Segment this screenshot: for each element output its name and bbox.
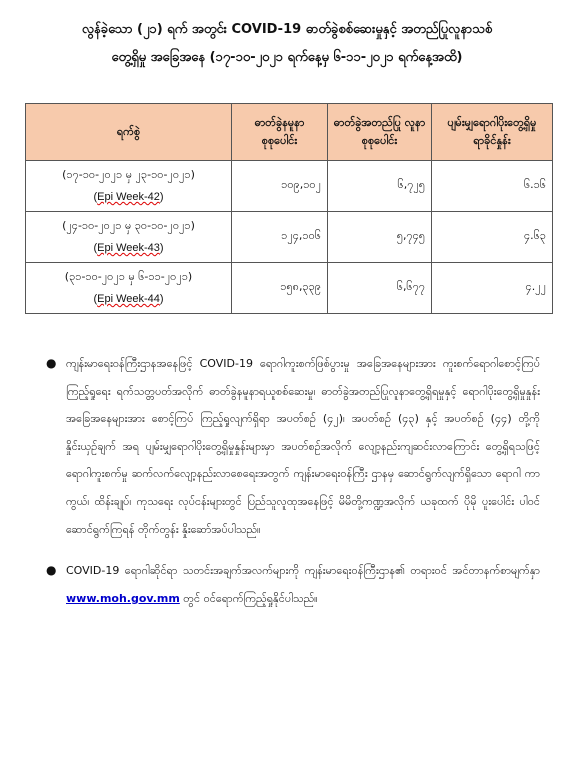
table-row bbox=[26, 161, 553, 212]
table-header-row bbox=[26, 104, 553, 161]
title-line-1: လွန်ခဲ့သော (၂၁) ရက် အတွင်း COVID-19 ဓာတ်ခွဲစစ်ဆေးမှုနှင့် အတည်ပြုလူနာသစ် bbox=[81, 22, 493, 37]
title-line-2: တွေ့ရှိမှု အခြေအနေ (၁၇-၁၀-၂၀၂၁ ရက်နေ့မှ ၆-၁၁-၂၀၂၁ ရက်နေ့အထိ) bbox=[111, 50, 463, 65]
rate-cell: ၄.၂၂ bbox=[432, 263, 553, 314]
header-date: ရက်စွဲ bbox=[26, 104, 232, 161]
samples-cell: ၁၀၉,၁၀၂ bbox=[232, 161, 328, 212]
samples-cell: ၁၂၄,၁၀၆ bbox=[232, 212, 328, 263]
epi-week-label: Epi Week-44 bbox=[97, 293, 160, 305]
rate-cell: ၄.၆၃ bbox=[432, 212, 553, 263]
samples-cell: ၁၅၈,၃၃၉ bbox=[232, 263, 328, 314]
epi-week-label: Epi Week-42 bbox=[97, 191, 160, 203]
period-range: (၁၇-၁၀-၂၀၂၁ မှ ၂၃-၁၀-၂၀၂၁) bbox=[62, 168, 195, 181]
note-text-2-prefix: COVID-19 ရောဂါဆိုင်ရာ သတင်းအချက်အလက်များကို ကျန်းမာရေးဝန်ကြီးဌာန၏ တရားဝင် အင်တာနက်စာမျက်နှာ bbox=[66, 564, 540, 578]
confirmed-cell: ၆,၆၇၇ bbox=[328, 263, 432, 314]
header-samples: ဓာတ်ခွဲနမူနာ စုစုပေါင်း bbox=[232, 104, 328, 161]
note-text-2-suffix: တွင် ဝင်ရောက်ကြည့်ရှုနိုင်ပါသည်။ bbox=[179, 591, 318, 605]
bullet-icon: ● bbox=[46, 356, 57, 370]
covid-test-table bbox=[25, 103, 553, 314]
table-row bbox=[26, 212, 553, 263]
bullet-icon: ● bbox=[46, 563, 57, 578]
confirmed-cell: ၆,၇၂၅ bbox=[328, 161, 432, 212]
confirmed-cell: ၅,၇၄၅ bbox=[328, 212, 432, 263]
moh-website-link[interactable]: www.moh.gov.mm bbox=[66, 591, 180, 605]
period-range: (၃၁-၁၀-၂၀၂၁ မှ ၆-၁၁-၂၀၂၁) bbox=[64, 270, 193, 283]
period-cell: (၂၄-၁၀-၂၀၂၁ မှ ၃၀-၁၀-၂၀၂၁) (Epi Week-43) bbox=[26, 212, 232, 263]
note-text-1: ကျန်းမာရေးဝန်ကြီးဌာနအနေဖြင့် COVID-19 ရောဂါကူးစက်ဖြစ်ပွားမှု အခြေအနေများအား ကူးစက်ရောဂါစောင့်ကြပ်ကြည့်ရှုရေး ရက်သတ္တပတ်အလိုက် ဓာတ်ခွဲနမူနာရယူစစ်ဆေးမှု၊ ဓာတ်ခွဲအတည်ပြုလူနာတွေ့ရှိရမှုနှင့် ရောဂါပိုးတွေ့ရှိမှုနှုန်း အခြေအနေများအား စောင့်ကြပ် ကြည့်ရှုလျက်ရှိရာ အပတ်စဉ် (၄၂)၊ အပတ်စဉ် (၄၃) နှင့် အပတ်စဉ် (၄၄) တို့ကို နှိုင်းယှဉ်ချက် အရ ပျမ်းမျှရောဂါပိုးတွေ့ရှိမှုနှုန်းများမှာ အပတ်စဉ်အလိုက် လျော့နည်းကျဆင်းလာကြောင်း တွေ့ရှိရသဖြင့် ရောဂါကူးစက်မှု ဆက်လက်လျော့နည်းလာစေရေးအတွက် ကျန်းမာရေးဝန်ကြီး ဌာနမှ ဆောင်ရွက်လျက်ရှိသော ရောဂါ ကာကွယ်၊ ထိန်းချုပ်၊ ကုသရေး လုပ်ငန်းများတွင် ပြည်သူလူထုအနေဖြင့် မိမိတို့ကဏ္ဍအလိုက် ယခုထက် ပိုမို ပူးပေါင်း ပါဝင်ဆောင်ရွက်ကြရန် တိုက်တွန်း နှိုးဆော်အပ်ပါသည်။ bbox=[66, 357, 540, 536]
table-row bbox=[26, 263, 553, 314]
list-item bbox=[40, 350, 540, 543]
list-item bbox=[40, 557, 540, 612]
header-confirmed: ဓာတ်ခွဲအတည်ပြု လူနာစုစုပေါင်း bbox=[328, 104, 432, 161]
rate-cell: ၆.၁၆ bbox=[432, 161, 553, 212]
header-rate: ပျမ်းမျှရောဂါပိုးတွေ့ရှိမှု ရာခိုင်နှုန်း bbox=[432, 104, 553, 161]
period-range: (၂၄-၁၀-၂၀၂၁ မှ ၃၀-၁၀-၂၀၂၁) bbox=[62, 219, 195, 232]
period-cell: (၁၇-၁၀-၂၀၂၁ မှ ၂၃-၁၀-၂၀၂၁) (Epi Week-42) bbox=[26, 161, 232, 212]
period-cell: (၃၁-၁၀-၂၀၂၁ မှ ၆-၁၁-၂၀၂၁) (Epi Week-44) bbox=[26, 263, 232, 314]
epi-week-label: Epi Week-43 bbox=[97, 242, 160, 254]
notes-list bbox=[40, 350, 540, 612]
